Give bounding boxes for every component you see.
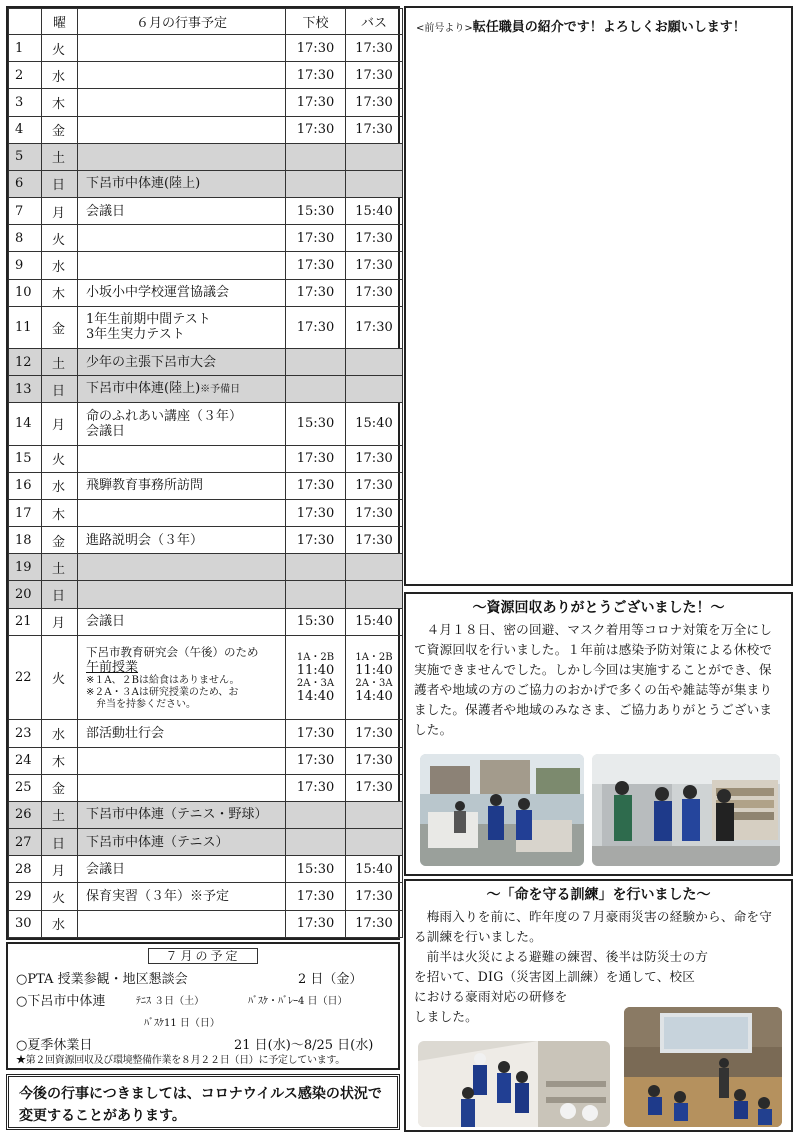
event-cell [78, 801, 286, 828]
day-cell: 12 [9, 348, 42, 375]
schedule-row [9, 279, 403, 306]
drill-photo-2 [624, 1007, 782, 1127]
weekday-cell: 火 [42, 445, 78, 472]
dismissal-time [286, 635, 346, 720]
bus-time: 17:30 [346, 62, 403, 89]
schedule-row [9, 143, 403, 170]
bus-time: 17:30 [346, 472, 403, 499]
bus-time: 17:30 [346, 225, 403, 252]
day-cell: 17 [9, 499, 42, 526]
event-text: 会議日 [86, 423, 126, 439]
staff-intro-box [404, 6, 793, 586]
weekday-cell: 木 [42, 279, 78, 306]
event-cell [78, 581, 286, 608]
event-text: 命のふれあい講座（３年） [86, 408, 243, 424]
dismissal-time: 17:30 [286, 225, 346, 252]
bus-time [346, 635, 403, 720]
event-cell [78, 306, 286, 348]
weekday-cell: 土 [42, 348, 78, 375]
weekday-cell: 火 [42, 35, 78, 62]
weekday-cell: 木 [42, 747, 78, 774]
event-cell [78, 403, 286, 445]
dismissal-time [286, 143, 346, 170]
bus-time: 17:30 [346, 774, 403, 801]
event-cell [78, 35, 286, 62]
schedule-row [9, 581, 403, 608]
schedule-row [9, 883, 403, 910]
weekday-cell: 月 [42, 198, 78, 225]
dismissal-time: 17:30 [286, 527, 346, 554]
schedule-row [9, 306, 403, 348]
july-pta-label: ○PTA 授業参観・地区懇談会 [16, 972, 188, 987]
event-text: 小坂小中学校運営協議会 [86, 285, 230, 301]
day-cell: 20 [9, 581, 42, 608]
july-note: ★第２回資源回収及び環境整備作業を８月２２日（日）に予定しています。 [16, 1055, 345, 1066]
schedule-row [9, 89, 403, 116]
day-cell: 22 [9, 635, 42, 720]
event-text: 進路説明会（３年） [86, 532, 204, 548]
dismissal-time: 17:30 [286, 747, 346, 774]
day-cell: 9 [9, 252, 42, 279]
schedule-row [9, 225, 403, 252]
event-cell [78, 445, 286, 472]
day-cell: 16 [9, 472, 42, 499]
july-tournament-label: ○下呂市中体連 [16, 994, 106, 1009]
event-cell [78, 170, 286, 197]
dismissal-time: 15:30 [286, 198, 346, 225]
schedule-change-notice: 今後の行事につきましては、コロナウイルス感染の状況で変更することがあります。 [6, 1074, 400, 1130]
event-note: ※２A・３Aは研究授業のため、お [86, 686, 239, 698]
event-text: 部活動壮行会 [86, 725, 165, 741]
event-cell [78, 252, 286, 279]
drill-line-3: における豪雨対応の研修を [414, 989, 568, 1004]
event-cell [78, 554, 286, 581]
weekday-cell: 月 [42, 856, 78, 883]
bus-time [346, 170, 403, 197]
dismissal-time: 17:30 [286, 35, 346, 62]
header-dismissal: 下校 [286, 9, 346, 35]
event-note: ※１A、２Bは給食はありません。 [86, 674, 240, 686]
day-cell: 29 [9, 883, 42, 910]
bus-time: 17:30 [346, 527, 403, 554]
event-cell [78, 376, 286, 403]
july-title: ７月の予定 [148, 948, 258, 964]
weekday-cell: 日 [42, 376, 78, 403]
header-events: ６月の行事予定 [78, 9, 286, 35]
bus-time [346, 829, 403, 856]
event-note: 弁当を持参ください。 [86, 698, 196, 710]
dismissal-time-line: 14:40 [296, 688, 335, 704]
event-cell [78, 747, 286, 774]
dismissal-time-line: 1A・2B [296, 651, 335, 663]
schedule-row [9, 445, 403, 472]
event-cell [78, 198, 286, 225]
schedule-row [9, 348, 403, 375]
schedule-row [9, 720, 403, 747]
day-cell: 30 [9, 910, 42, 937]
july-summer-date: 21 日(水)～8/25 日(水) [234, 1038, 374, 1053]
schedule-row [9, 35, 403, 62]
event-cell [78, 774, 286, 801]
day-cell: 4 [9, 116, 42, 143]
day-cell: 13 [9, 376, 42, 403]
weekday-cell: 月 [42, 403, 78, 445]
day-cell: 24 [9, 747, 42, 774]
drill-line-1: 前半は火災による避難の練習、後半は防災士の方 [426, 949, 709, 964]
weekday-cell: 日 [42, 829, 78, 856]
dismissal-time-line: 11:40 [296, 662, 335, 678]
bus-time: 17:30 [346, 116, 403, 143]
schedule-row [9, 910, 403, 937]
day-cell: 25 [9, 774, 42, 801]
bus-time [346, 581, 403, 608]
bus-time [346, 348, 403, 375]
event-cell [78, 62, 286, 89]
schedule-row [9, 527, 403, 554]
bus-time-line: 2A・3A [355, 677, 393, 689]
day-cell: 26 [9, 801, 42, 828]
recycling-photo-1 [420, 754, 584, 866]
dismissal-time: 17:30 [286, 62, 346, 89]
bus-time: 15:40 [346, 856, 403, 883]
dismissal-time: 17:30 [286, 89, 346, 116]
dismissal-time: 17:30 [286, 720, 346, 747]
dismissal-time [286, 581, 346, 608]
bus-time [346, 801, 403, 828]
event-text: 会議日 [86, 614, 126, 630]
schedule-header-row [9, 9, 403, 35]
july-tournament-line [16, 988, 390, 1010]
bus-time: 17:30 [346, 252, 403, 279]
bus-time: 17:30 [346, 35, 403, 62]
schedule-row [9, 774, 403, 801]
drill-paragraph-1: 梅雨入りを前に、昨年度の７月豪雨災害の経験から、命を守る訓練を行いました。 [414, 909, 773, 944]
schedule-row [9, 608, 403, 635]
dismissal-time: 17:30 [286, 883, 346, 910]
event-cell [78, 116, 286, 143]
dismissal-time: 17:30 [286, 910, 346, 937]
day-cell: 15 [9, 445, 42, 472]
weekday-cell: 金 [42, 116, 78, 143]
header-day [9, 9, 42, 35]
weekday-cell: 土 [42, 143, 78, 170]
recycling-article [404, 592, 793, 876]
weekday-cell: 木 [42, 89, 78, 116]
weekday-cell: 土 [42, 801, 78, 828]
event-text: 午前授業 [86, 659, 139, 675]
july-basket-line [16, 1010, 390, 1032]
event-cell [78, 348, 286, 375]
event-cell [78, 608, 286, 635]
dismissal-time [286, 554, 346, 581]
event-cell [78, 143, 286, 170]
recycling-photo-2 [592, 754, 780, 866]
event-suffix: ※予備日 [200, 384, 241, 396]
dismissal-time: 17:30 [286, 774, 346, 801]
schedule-row [9, 252, 403, 279]
schedule-row [9, 801, 403, 828]
bus-time: 17:30 [346, 445, 403, 472]
july-summer-line [16, 1032, 390, 1054]
dismissal-time: 17:30 [286, 472, 346, 499]
day-cell: 2 [9, 62, 42, 89]
schedule-row [9, 376, 403, 403]
schedule-row [9, 198, 403, 225]
event-cell [78, 720, 286, 747]
weekday-cell: 火 [42, 635, 78, 720]
event-text: 下呂市中体連（テニス） [86, 834, 229, 850]
schedule-row [9, 170, 403, 197]
weekday-cell: 金 [42, 306, 78, 348]
staff-intro-title: 転任職員の紹介です！よろしくお願いします！ [472, 20, 746, 35]
bus-time [346, 554, 403, 581]
day-cell: 19 [9, 554, 42, 581]
event-cell [78, 225, 286, 252]
dismissal-time: 15:30 [286, 856, 346, 883]
bus-time: 17:30 [346, 499, 403, 526]
event-cell [78, 910, 286, 937]
drill-photo-1 [418, 1041, 610, 1127]
dismissal-time: 17:30 [286, 116, 346, 143]
event-text: 飛騨教育事務所訪問 [86, 478, 204, 494]
event-cell [78, 279, 286, 306]
event-text: 下呂市教育研究会（午後）のため [86, 644, 259, 659]
bus-time: 17:30 [346, 747, 403, 774]
drill-line-2: を招いて、DIG（災害図上訓練）を通して、校区 [414, 969, 696, 984]
bus-time-line: 14:40 [355, 688, 393, 704]
dismissal-time [286, 829, 346, 856]
bus-time: 15:40 [346, 403, 403, 445]
dismissal-time: 17:30 [286, 306, 346, 348]
july-pta-date: 2 日（金） [298, 972, 363, 987]
day-cell: 18 [9, 527, 42, 554]
weekday-cell: 日 [42, 581, 78, 608]
day-cell: 28 [9, 856, 42, 883]
event-text: 3年生実力テスト [86, 327, 185, 343]
event-text: 会議日 [86, 203, 126, 219]
day-cell: 5 [9, 143, 42, 170]
bus-time: 17:30 [346, 883, 403, 910]
bus-time-line: 11:40 [355, 662, 393, 678]
weekday-cell: 水 [42, 910, 78, 937]
bus-time: 17:30 [346, 279, 403, 306]
july-basket-volley: ﾊﾞｽｹ・ﾊﾞﾚｰ4 日（日） [248, 996, 348, 1007]
weekday-cell: 金 [42, 527, 78, 554]
event-cell [78, 499, 286, 526]
weekday-cell: 日 [42, 170, 78, 197]
day-cell: 23 [9, 720, 42, 747]
schedule-row [9, 829, 403, 856]
event-cell [78, 856, 286, 883]
dismissal-time: 15:30 [286, 608, 346, 635]
dismissal-time [286, 348, 346, 375]
dismissal-time: 15:30 [286, 403, 346, 445]
event-cell [78, 472, 286, 499]
weekday-cell: 水 [42, 252, 78, 279]
schedule-row [9, 856, 403, 883]
july-summer-label: ○夏季休業日 [16, 1038, 93, 1053]
event-text: 下呂市中体連(陸上) [86, 381, 201, 397]
event-text: 下呂市中体連（テニス・野球） [86, 807, 268, 823]
schedule-row [9, 62, 403, 89]
dismissal-time [286, 801, 346, 828]
day-cell: 6 [9, 170, 42, 197]
weekday-cell: 水 [42, 62, 78, 89]
schedule-row [9, 554, 403, 581]
day-cell: 1 [9, 35, 42, 62]
july-plan-box [6, 942, 400, 1070]
weekday-cell: 金 [42, 774, 78, 801]
dismissal-time [286, 376, 346, 403]
bus-time: 15:40 [346, 198, 403, 225]
event-cell [78, 635, 286, 720]
bus-time [346, 376, 403, 403]
dismissal-time: 17:30 [286, 279, 346, 306]
day-cell: 27 [9, 829, 42, 856]
recycling-title: ～資源回収ありがとうございました！～ [472, 600, 725, 616]
dismissal-time-line: 2A・3A [296, 677, 335, 689]
bus-time-line: 1A・2B [355, 651, 393, 663]
event-text: 会議日 [86, 861, 126, 877]
schedule-row [9, 403, 403, 445]
day-cell: 14 [9, 403, 42, 445]
day-cell: 11 [9, 306, 42, 348]
staff-intro-prefix: <前号より> [416, 23, 473, 34]
disaster-drill-article [404, 879, 793, 1132]
bus-time: 15:40 [346, 608, 403, 635]
june-schedule-table [6, 6, 400, 940]
header-bus: バス [346, 9, 403, 35]
schedule-row [9, 747, 403, 774]
schedule-row [9, 472, 403, 499]
day-cell: 8 [9, 225, 42, 252]
drill-line-4: しました。 [414, 1009, 478, 1024]
event-text: 下呂市中体連(陸上) [86, 176, 201, 192]
day-cell: 21 [9, 608, 42, 635]
event-cell [78, 89, 286, 116]
bus-time [346, 143, 403, 170]
schedule-row [9, 116, 403, 143]
bus-time: 17:30 [346, 306, 403, 348]
weekday-cell: 火 [42, 883, 78, 910]
weekday-cell: 土 [42, 554, 78, 581]
event-text: 1年生前期中間テスト [86, 312, 211, 328]
schedule-row [9, 635, 403, 720]
day-cell: 3 [9, 89, 42, 116]
event-text: 少年の主張下呂市大会 [86, 354, 217, 370]
dismissal-time: 17:30 [286, 445, 346, 472]
dismissal-time: 17:30 [286, 252, 346, 279]
event-cell [78, 527, 286, 554]
event-cell [78, 829, 286, 856]
july-basket: ﾊﾞｽｹ11 日（日） [144, 1018, 220, 1029]
day-cell: 7 [9, 198, 42, 225]
july-pta-line [16, 966, 390, 988]
bus-time: 17:30 [346, 89, 403, 116]
weekday-cell: 月 [42, 608, 78, 635]
weekday-cell: 木 [42, 499, 78, 526]
day-cell: 10 [9, 279, 42, 306]
recycling-body: ４月１８日、密の回避、マスク着用等コロナ対策を万全にして資源回収を行いました。１年前は感染予防対策による休校で実施できませんでした。しかし今回は実施することができ、保護者や地域の方のご協力のおかげで多くの缶や雑誌等が集まりました。保護者や地域のみなさま、ご協力ありがとうございました。 [414, 622, 773, 737]
staff-intro-heading [416, 16, 781, 35]
event-text: 保育実習（３年）※予定 [86, 888, 230, 904]
weekday-cell: 水 [42, 720, 78, 747]
event-cell [78, 883, 286, 910]
drill-title: ～「命を守る訓練」を行いました～ [486, 887, 711, 903]
schedule-row [9, 499, 403, 526]
weekday-cell: 水 [42, 472, 78, 499]
dismissal-time [286, 170, 346, 197]
dismissal-time: 17:30 [286, 499, 346, 526]
header-weekday: 曜 [42, 9, 78, 35]
july-tennis: ﾃﾆｽ ３日（土） [136, 996, 205, 1007]
bus-time: 17:30 [346, 910, 403, 937]
bus-time: 17:30 [346, 720, 403, 747]
weekday-cell: 火 [42, 225, 78, 252]
